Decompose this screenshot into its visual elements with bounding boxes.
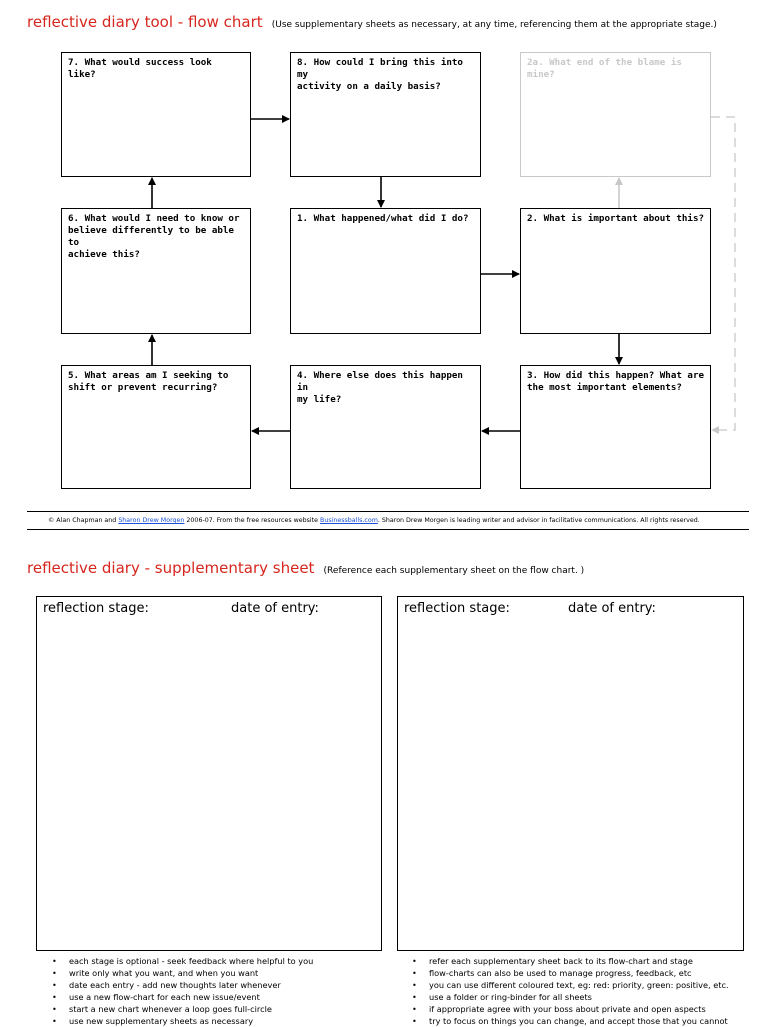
list-item: • refer each supplementary sheet back to its flow-chart and stage bbox=[411, 956, 729, 968]
flow-chart-title: reflective diary tool - flow chart bbox=[27, 13, 263, 31]
stage-5-box bbox=[61, 365, 251, 489]
stage-5-label: 5. What areas am I seeking to shift or prevent recurring? bbox=[68, 370, 229, 393]
stage-2a-box bbox=[520, 52, 711, 177]
stage-3-label: 3. How did this happen? What are the most important elements? bbox=[527, 370, 705, 393]
list-item: • try to focus on things you can change, and accept those that you cannot bbox=[411, 1016, 729, 1027]
stage-4-label: 4. Where else does this happen in my life? bbox=[297, 370, 463, 405]
supplementary-sheet-right bbox=[397, 596, 744, 951]
list-item: • you can use different coloured text, eg: red: priority, green: positive, etc. bbox=[411, 980, 729, 992]
stage-6-box bbox=[61, 208, 251, 334]
tips-list-left bbox=[51, 956, 313, 1027]
reflection-stage-label: reflection stage: bbox=[43, 601, 149, 616]
stage-2a-label: 2a. What end of the blame is mine? bbox=[527, 57, 682, 80]
list-item: • flow-charts can also be used to manage progress, feedback, etc bbox=[411, 968, 729, 980]
copyright-suffix: . Sharon Drew Morgen is leading writer and advisor in facilitative communications. All rights reserved. bbox=[377, 517, 700, 524]
stage-8-label: 8. How could I bring this into my activity on a daily basis? bbox=[297, 57, 463, 92]
supplementary-heading bbox=[27, 558, 584, 577]
stage-2-box bbox=[520, 208, 711, 334]
copyright-line bbox=[48, 517, 700, 524]
stage-6-label: 6. What would I need to know or believe differently to be able to achieve this? bbox=[68, 213, 240, 260]
list-item: • if appropriate agree with your boss about private and open aspects bbox=[411, 1004, 729, 1016]
flow-chart-note: (Use supplementary sheets as necessary, at any time, referencing them at the appropriate stage.) bbox=[271, 20, 717, 30]
stage-8-box bbox=[290, 52, 481, 177]
list-item: • use a new flow-chart for each new issue/event bbox=[51, 992, 313, 1004]
date-of-entry-label: date of entry: bbox=[568, 601, 656, 616]
date-of-entry-label: date of entry: bbox=[231, 601, 319, 616]
footer-bottom-rule bbox=[27, 529, 749, 530]
copyright-prefix: © Alan Chapman and bbox=[48, 517, 117, 524]
supplementary-title: reflective diary - supplementary sheet bbox=[27, 559, 315, 577]
list-item: • each stage is optional - seek feedback where helpful to you bbox=[51, 956, 313, 968]
list-item: • date each entry - add new thoughts later whenever bbox=[51, 980, 313, 992]
sharon-drew-morgen-link[interactable]: Sharon Drew Morgen bbox=[118, 517, 185, 524]
list-item: • write only what you want, and when you want bbox=[51, 968, 313, 980]
reflection-stage-label: reflection stage: bbox=[404, 601, 510, 616]
list-item: • use new supplementary sheets as necessary bbox=[51, 1016, 313, 1027]
stage-7-box bbox=[61, 52, 251, 177]
list-item: • use a folder or ring-binder for all sheets bbox=[411, 992, 729, 1004]
businessballs-link[interactable]: Businessballs.com bbox=[320, 517, 378, 524]
stage-4-box bbox=[290, 365, 481, 489]
copyright-middle: 2006-07. From the free resources website bbox=[186, 517, 319, 524]
stage-3-box bbox=[520, 365, 711, 489]
list-item: • start a new chart whenever a loop goes full-circle bbox=[51, 1004, 313, 1016]
stage-7-label: 7. What would success look like? bbox=[68, 57, 212, 80]
tips-list-right bbox=[411, 956, 729, 1027]
supplementary-note: (Reference each supplementary sheet on the flow chart. ) bbox=[323, 566, 585, 576]
arrow-2a-to-3-dashed bbox=[711, 117, 735, 430]
flow-chart-heading bbox=[27, 12, 717, 31]
stage-1-label: 1. What happened/what did I do? bbox=[297, 213, 469, 224]
stage-2-label: 2. What is important about this? bbox=[527, 213, 705, 224]
supplementary-sheet-left bbox=[36, 596, 382, 951]
footer-top-rule bbox=[27, 511, 749, 512]
stage-1-box bbox=[290, 208, 481, 334]
